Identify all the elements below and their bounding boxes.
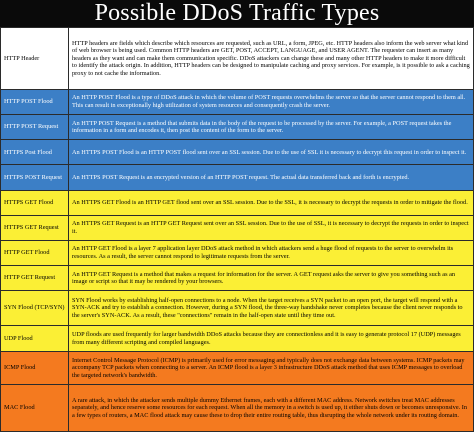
traffic-type-description: An HTTPS GET Flood is an HTTP GET flood sent over an SSL session. Due to the SSL, it is necessary to decrypt the requests in order to mitigate the flood. [69,190,474,215]
table-row [1,140,474,165]
traffic-type-description: An HTTP GET Flood is a layer 7 application layer DDoS attack method in which attackers send a huge flood of requests to the server to overwhelm its resources. As a result, the server cannot respond to legitimate requests from the server. [69,240,474,265]
traffic-type-description: An HTTP POST Flood is a type of DDoS attack in which the volume of POST requests overwhelms the server so that the server cannot respond to them all. This can result in exceptionally high utilization of system resources and consequently crash the server. [69,89,474,114]
traffic-type-name: HTTP GET Request [1,266,69,291]
traffic-type-description: An HTTP POST Request is a method that submits data in the body of the request to be processed by the server. For example, a POST request takes the information in a form and encodes it, then post the content of the form to the server. [69,115,474,140]
traffic-type-name: HTTPS GET Flood [1,190,69,215]
traffic-type-description: UDP floods are used frequently for larger bandwidth DDoS attacks because they are connectionless and it is easy to generate protocol 17 (UDP) messages from many different scripting and compiled languages. [69,325,474,351]
table-row [1,190,474,215]
table-row [1,352,474,385]
table-row [1,165,474,190]
title-bar [0,0,474,27]
traffic-type-description: HTTP headers are fields which describe which resources are requested, such as URL, a form, JPEG, etc. HTTP headers also inform the web server what kind of web browser is being used. Common HTTP headers are GET, POST, ACCEPT, LANGUAGE, and USER AGENT. The requester can insert as many headers as they want and can make them communication specific. DDoS attackers can change these and many other HTTP headers to make it more difficult to identify the attack origin. In addition, HTTP headers can be designed to manipulate caching and proxy services. For example, is it possible to ask a caching proxy to not cache the information. [69,28,474,90]
table-row [1,384,474,431]
table-row [1,89,474,114]
table-row [1,28,474,90]
table-row [1,115,474,140]
traffic-type-name: UDP Flood [1,325,69,351]
traffic-type-name: HTTPS POST Request [1,165,69,190]
page-title: Possible DDoS Traffic Types [94,0,380,26]
traffic-type-description: An HTTPS POST Request is an encrypted version of an HTTP POST request. The actual data transferred back and forth is encrypted. [69,165,474,190]
traffic-type-name: HTTP GET Flood [1,240,69,265]
traffic-type-name: HTTP POST Request [1,115,69,140]
table-row [1,325,474,351]
table-row [1,291,474,326]
traffic-type-description: An HTTPS GET Request is an HTTP GET Request sent over an SSL session. Due to the use of SSL, it is necessary to decrypt the requests in order to inspect it. [69,215,474,240]
traffic-type-name: ICMP Flood [1,352,69,385]
traffic-type-name: HTTPS GET Request [1,215,69,240]
traffic-type-description: SYN Flood works by establishing half-open connections to a node. When the target receives a SYN packet to an open port, the target will respond with a SYN-ACK and try to establish a connection. However, during a SYN flood, the three-way handshake never completes because the client never responds to the server's SYN-ACK. As a result, these "connections" remain in the half-open state until they time out. [69,291,474,326]
traffic-type-description: An HTTPS POST Flood is an HTTP POST flood sent over an SSL session. Due to the use of SSL it is necessary to decrypt this request in order to inspect it. [69,140,474,165]
traffic-type-name: SYN Flood (TCP/SYN) [1,291,69,326]
ddos-types-body [1,28,474,432]
table-row [1,266,474,291]
traffic-type-name: HTTPS Post Flood [1,140,69,165]
traffic-type-name: HTTP Header [1,28,69,90]
traffic-type-description: An HTTP GET Request is a method that makes a request for information for the server. A GET request asks the server to give you something such as an image or script so that it may be rendered by your browsers. [69,266,474,291]
traffic-type-name: HTTP POST Flood [1,89,69,114]
traffic-type-description: A rare attack, in which the attacker sends multiple dummy Ethernet frames, each with a different MAC address. Network switches treat MAC addresses separately, and hence reserve some resources for each request. When all the memory in a switch is used up, it either shuts down or becomes unresponsive. In a few types of routers, a MAC flood attack may cause these to drop their entire routing table, thus disrupting the whole network under its routing domain. [69,384,474,431]
table-row [1,215,474,240]
ddos-types-table [0,27,474,432]
table-row [1,240,474,265]
traffic-type-description: Internet Control Message Protocol (ICMP) is primarily used for error messaging and typically does not exchange data between systems. ICMP packets may accompany TCP packets when connecting to a server. An ICMP flood is a layer 3 infrastructure DDoS attack method that uses ICMP messages to overload the targeted network's bandwidth. [69,352,474,385]
traffic-type-name: MAC Flood [1,384,69,431]
